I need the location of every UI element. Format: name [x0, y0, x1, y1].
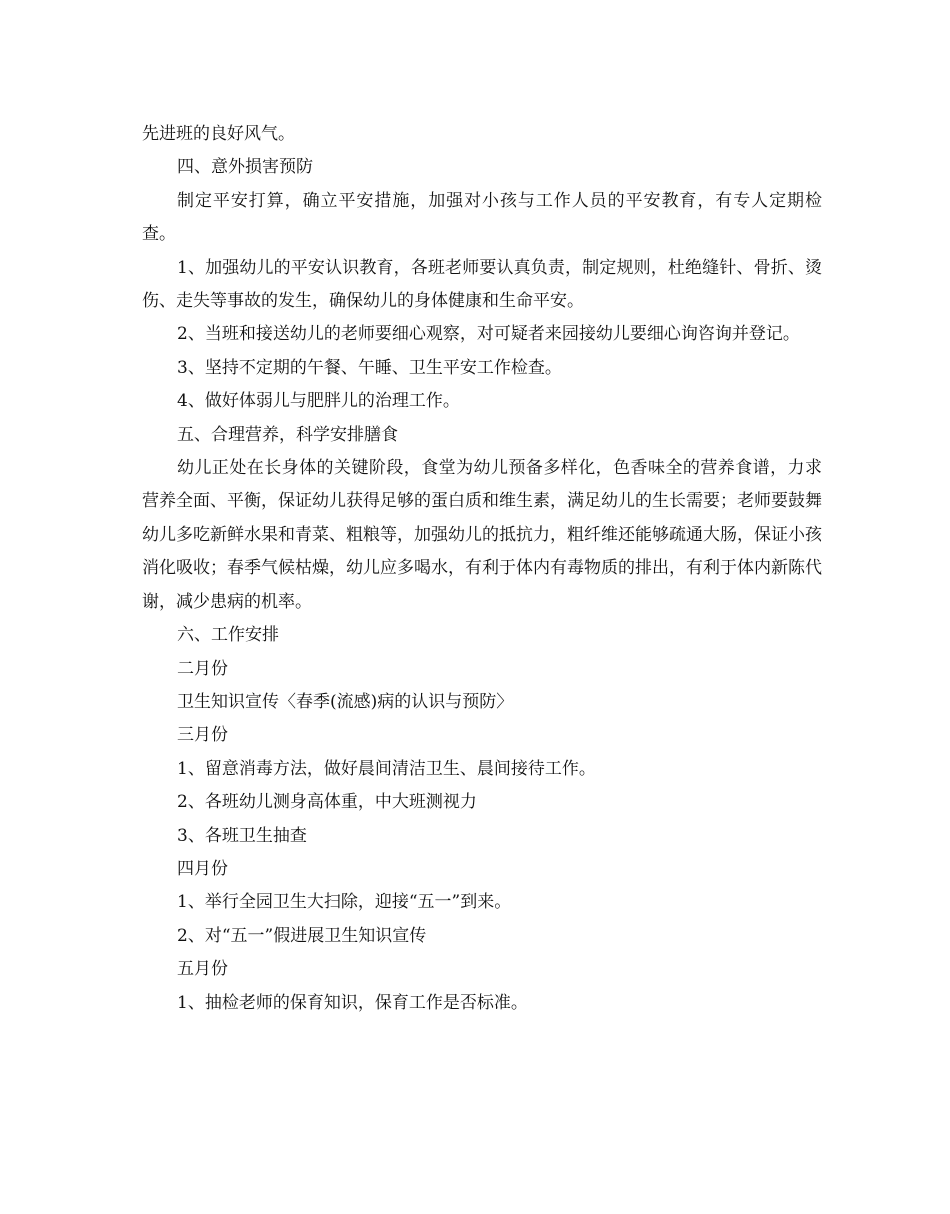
- list-item: 4、做好体弱儿与肥胖儿的治理工作。: [177, 391, 460, 412]
- section-heading: 四、意外损害预防: [177, 157, 313, 178]
- month-heading: 二月份: [177, 658, 228, 679]
- list-item: 1、留意消毒方法，做好晨间清洁卫生、晨间接待工作。: [177, 758, 596, 779]
- list-item: 3、各班卫生抽查: [177, 825, 307, 846]
- paragraph: 先进班的良好风气。: [142, 124, 295, 144]
- list-item: 1、抽检老师的保育知识，保育工作是否标准。: [177, 992, 528, 1013]
- list-item: 2、各班幼儿测身高体重，中大班测视力: [177, 792, 477, 813]
- month-heading: 五月份: [177, 959, 228, 980]
- month-heading: 四月份: [177, 858, 228, 879]
- section-heading: 五、合理营养，科学安排膳食: [177, 424, 398, 445]
- section-heading: 六、工作安排: [177, 625, 279, 646]
- list-item: 3、坚持不定期的午餐、午睡、卫生平安工作检查。: [177, 357, 562, 378]
- list-item: 2、对“五一”假进展卫生知识宣传: [177, 925, 427, 946]
- list-item: 1、举行全园卫生大扫除，迎接“五一”到来。: [177, 892, 512, 913]
- list-item: 1、加强幼儿的平安认识教育，各班老师要认真负责，制定规则，杜绝缝针、骨折、烫伤、走失等事故的发生，确保幼儿的身体健康和生命平安。: [142, 257, 822, 312]
- list-item: 2、当班和接送幼儿的老师要细心观察，对可疑者来园接幼儿要细心询咨询并登记。: [177, 324, 800, 345]
- list-item: 卫生知识宣传〈春季(流感)病的认识与预防〉: [177, 691, 514, 712]
- paragraph: 幼儿正处在长身体的关键阶段，食堂为幼儿预备多样化，色香味全的营养食谱，力求营养全面、平衡，保证幼儿获得足够的蛋白质和维生素，满足幼儿的生长需要；老师要鼓舞幼儿多吃新鲜水果和青菜、粗粮等，加强幼儿的抵抗力，粗纤维还能够疏通大肠，保证小孩消化吸收；春季气候枯燥，幼儿应多喝水，有利于体内有毒物质的排出，有利于体内新陈代谢，减少患病的机率。: [142, 458, 822, 612]
- month-heading: 三月份: [177, 725, 228, 746]
- document-body: [142, 118, 822, 1020]
- paragraph: 制定平安打算，确立平安措施，加强对小孩与工作人员的平安教育，有专人定期检查。: [142, 190, 822, 245]
